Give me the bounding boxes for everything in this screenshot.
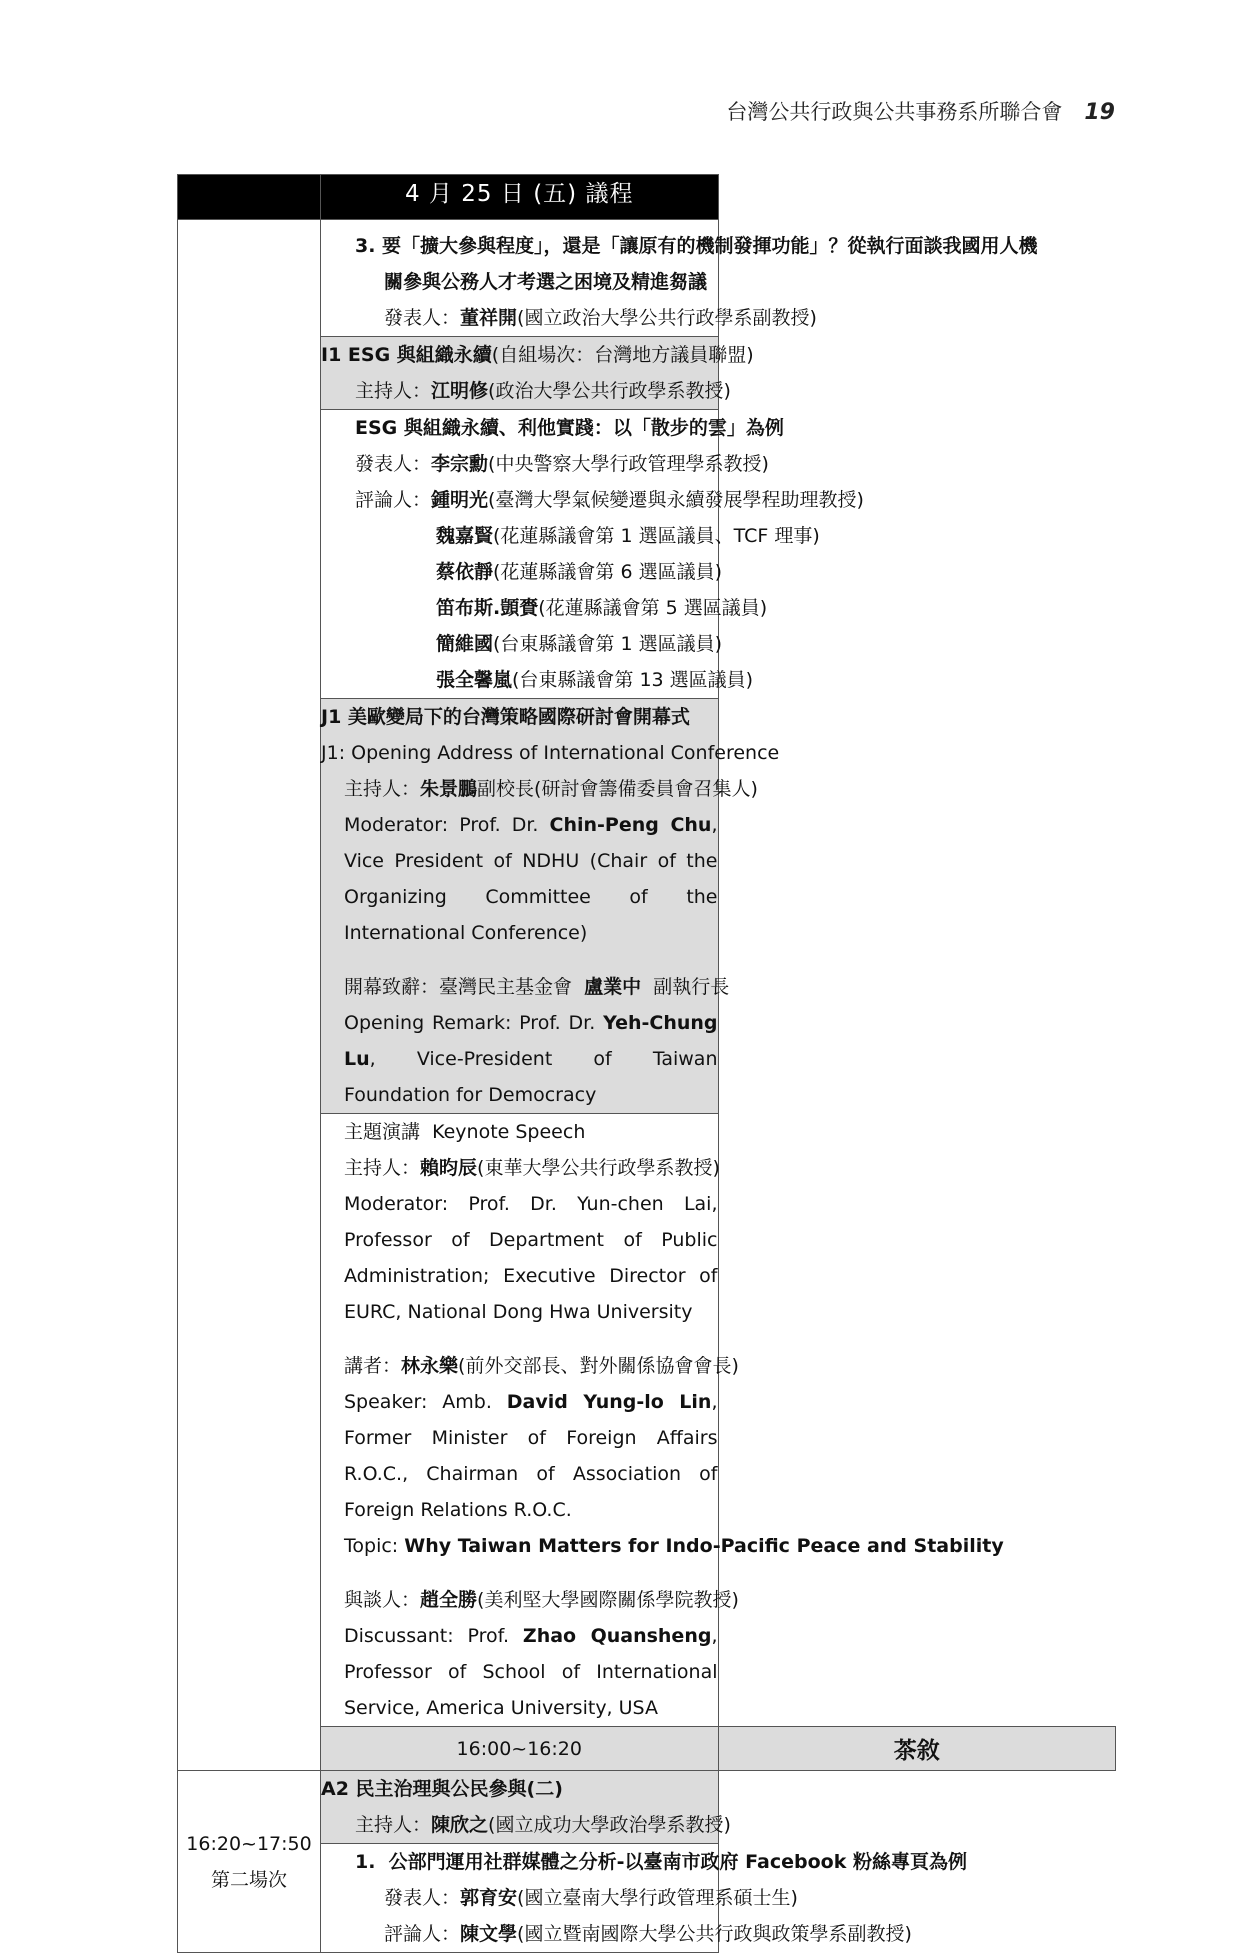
session-i1-discussant-3: 蔡依靜(花蓮縣議會第 6 選區議員) xyxy=(436,561,723,583)
paper3-title-line2: 關參與公務人才考選之困境及精進芻議 xyxy=(384,271,708,293)
session-i1-paper-title: ESG 與組織永續、利他實踐：以「散步的雲」為例 xyxy=(355,417,784,439)
session-i1-presenter: 發表人：李宗勳(中央警察大學行政管理學系教授) xyxy=(355,453,769,475)
keynote-title: 主題演講 Keynote Speech xyxy=(344,1121,586,1143)
page-header xyxy=(726,96,1115,126)
session-a2-title: A2 民主治理與公民參與(二) xyxy=(321,1778,563,1800)
session-a2-paper1-title: 1. 公部門運用社群媒體之分析-以臺南市政府 Facebook 粉絲專頁為例 xyxy=(355,1851,967,1873)
session-i1-discussant-6: 張全馨嵐(台東縣議會第 13 選區議員) xyxy=(436,669,754,691)
session-a2-discussant: 評論人：陳文學(國立暨南國際大學公共行政與政策學系副教授) xyxy=(384,1923,912,1945)
keynote-discussant: 與談人：趙全勝(美利堅大學國際關係學院教授) xyxy=(344,1589,739,1611)
org-name: 台灣公共行政與公共事務系所聯合會 xyxy=(726,100,1063,124)
session-a2-host: 主持人：陳欣之(國立成功大學政治學系教授) xyxy=(355,1814,731,1836)
paper3-title-line1: 3. 要「擴大參與程度」，還是「讓原有的機制發揮功能」？從執行面談我國用人機 xyxy=(355,235,1038,257)
paper3-presenter: 發表人：董祥開(國立政治大學公共行政學系副教授) xyxy=(384,307,817,329)
session-i1-host: 主持人：江明修(政治大學公共行政學系教授) xyxy=(355,380,731,402)
session2-time-cell xyxy=(178,1771,321,1953)
session2-label: 第二場次 xyxy=(210,1868,287,1891)
session2-time: 16:20~17:50 xyxy=(186,1832,312,1855)
keynote-discussant-en: Discussant: Prof. Zhao Quansheng, Professor of School of International Service, America University, USA xyxy=(344,1625,718,1719)
agenda-title-row xyxy=(178,175,1116,220)
agenda-title: 4 月 25 日 (五) 議程 xyxy=(321,175,719,220)
session-j1-remark-en: Opening Remark: Prof. Dr. Yeh-Chung Lu, Vice-President of Taiwan Foundation for Democracy xyxy=(344,1012,718,1106)
tea-time: 16:00~16:20 xyxy=(321,1727,719,1771)
session-i1-discussant-4: 笛布斯.顗賚(花蓮縣議會第 5 選區議員) xyxy=(436,597,768,619)
keynote-moderator: Moderator: Prof. Dr. Yun-chen Lai, Professor of Department of Public Administration; Executive Director of EURC, National Dong Hwa University xyxy=(344,1193,718,1323)
session2-header-row xyxy=(178,1771,1116,1844)
session-j1-title-zh: J1 美歐變局下的台灣策略國際研討會開幕式 xyxy=(321,706,690,728)
session-i1-discussant-1: 評論人：鍾明光(臺灣大學氣候變遷與永續發展學程助理教授) xyxy=(355,489,864,511)
session-i1-title: I1 ESG 與組織永續(自組場次：台灣地方議員聯盟) xyxy=(321,344,754,366)
keynote-host: 主持人：賴昀辰(東華大學公共行政學系教授) xyxy=(344,1157,720,1179)
session-j1-host: 主持人：朱景鵬副校長(研討會籌備委員會召集人) xyxy=(344,778,758,800)
session-i1-discussant-2: 魏嘉賢(花蓮縣議會第 1 選區議員、TCF 理事) xyxy=(436,525,820,547)
keynote-speaker: 講者：林永樂(前外交部長、對外關係協會會長) xyxy=(344,1355,739,1377)
page-number: 19 xyxy=(1084,100,1115,125)
session-i1-discussant-5: 簡維國(台東縣議會第 1 選區議員) xyxy=(436,633,723,655)
session-j1-moderator: Moderator: Prof. Dr. Chin-Peng Chu, Vice President of NDHU (Chair of the Organizing Committee of the International Conference) xyxy=(344,814,718,944)
session-a2-presenter: 發表人：郭育安(國立臺南大學行政管理系碩士生) xyxy=(384,1887,798,1909)
keynote-speaker-en: Speaker: Amb. David Yung-lo Lin, Former Minister of Foreign Affairs R.O.C., Chairman of Association of Foreign Relations R.O.C. xyxy=(344,1391,718,1521)
tea-label: 茶敘 xyxy=(718,1727,1116,1771)
session-j1-title-en: J1: Opening Address of International Conference xyxy=(321,742,780,764)
session-j1-remark: 開幕致辭：臺灣民主基金會 盧業中 副執行長 xyxy=(344,976,730,998)
time-cell-empty xyxy=(178,220,321,1771)
keynote-topic: Topic: Why Taiwan Matters for Indo-Pacific Peace and Stability xyxy=(344,1535,1004,1557)
agenda-table xyxy=(177,174,1116,1953)
paper3-row xyxy=(178,220,1116,337)
